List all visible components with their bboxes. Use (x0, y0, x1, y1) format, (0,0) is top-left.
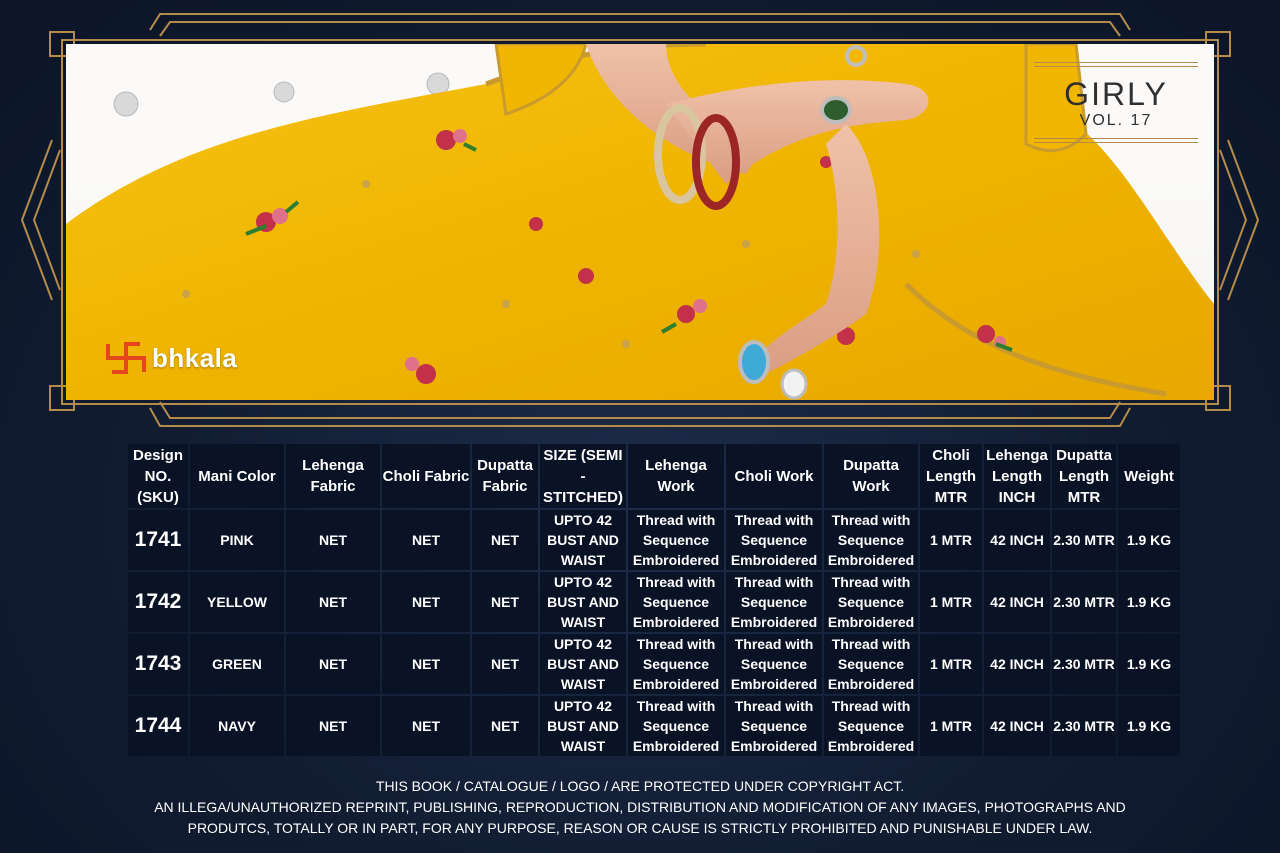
header-dupatta-length: Dupatta Length MTR (1052, 444, 1116, 508)
cell-choli-length: 1 MTR (920, 634, 982, 694)
copyright-line-2: AN ILLEGA/UNAUTHORIZED REPRINT, PUBLISHING, REPRODUCTION, DISTRIBUTION AND MODIFICATION OF ANY IMAGES, PHOTOGRAPHS AND (154, 799, 1126, 815)
brand-logo (104, 340, 237, 376)
header-choli-length: Choli Length MTR (920, 444, 982, 508)
cell-choli-length: 1 MTR (920, 696, 982, 756)
cell-color: PINK (190, 510, 284, 570)
cell-color: GREEN (190, 634, 284, 694)
header-choli-fabric: Choli Fabric (382, 444, 470, 508)
catalog-volume: VOL. 17 (1079, 112, 1153, 129)
copyright-line-3: PRODUTCS, TOTALLY OR IN PART, FOR ANY PURPOSE, REASON OR CAUSE IS STRICTLY PROHIBITED AND PUNISHABLE UNDER LAW. (187, 820, 1093, 836)
cell-dupatta-work: Thread with Sequence Embroidered (824, 572, 918, 632)
cell-lehenga-fabric: NET (286, 572, 380, 632)
cell-choli-fabric: NET (382, 572, 470, 632)
cell-choli-length: 1 MTR (920, 510, 982, 570)
cell-size: UPTO 42 BUST AND WAIST (540, 510, 626, 570)
cell-lehenga-fabric: NET (286, 696, 380, 756)
specification-table (126, 442, 1182, 758)
catalog-title: GIRLY (1064, 76, 1168, 112)
cell-lehenga-work: Thread with Sequence Embroidered (628, 696, 724, 756)
cell-size: UPTO 42 BUST AND WAIST (540, 572, 626, 632)
cell-weight: 1.9 KG (1118, 696, 1180, 756)
copyright-line-1: THIS BOOK / CATALOGUE / LOGO / ARE PROTECTED UNDER COPYRIGHT ACT. (375, 778, 905, 794)
cell-dupatta-length: 2.30 MTR (1052, 634, 1116, 694)
cell-dupatta-work: Thread with Sequence Embroidered (824, 696, 918, 756)
header-lehenga-work: Lehenga Work (628, 444, 724, 508)
catalog-title-badge (1034, 60, 1198, 150)
header-weight: Weight (1118, 444, 1180, 508)
cell-design-no: 1743 (128, 634, 188, 694)
table-row (128, 634, 1180, 694)
cell-choli-work: Thread with Sequence Embroidered (726, 510, 822, 570)
cell-choli-work: Thread with Sequence Embroidered (726, 696, 822, 756)
header-dupatta-fabric: Dupatta Fabric (472, 444, 538, 508)
header-lehenga-fabric: Lehenga Fabric (286, 444, 380, 508)
cell-dupatta-fabric: NET (472, 572, 538, 632)
table-header-row (128, 444, 1180, 508)
header-dupatta-work: Dupatta Work (824, 444, 918, 508)
cell-weight: 1.9 KG (1118, 510, 1180, 570)
header-main-color: Mani Color (190, 444, 284, 508)
cell-design-no: 1744 (128, 696, 188, 756)
cell-lehenga-length: 42 INCH (984, 510, 1050, 570)
cell-color: YELLOW (190, 572, 284, 632)
title-rule-bottom-2 (1034, 142, 1198, 143)
cell-lehenga-work: Thread with Sequence Embroidered (628, 634, 724, 694)
cell-size: UPTO 42 BUST AND WAIST (540, 696, 626, 756)
table-row (128, 510, 1180, 570)
copyright-notice (0, 776, 1280, 839)
cell-dupatta-length: 2.30 MTR (1052, 510, 1116, 570)
header-choli-work: Choli Work (726, 444, 822, 508)
cell-weight: 1.9 KG (1118, 572, 1180, 632)
table-row (128, 572, 1180, 632)
title-rule-top-2 (1034, 66, 1198, 67)
cell-lehenga-fabric: NET (286, 510, 380, 570)
header-lehenga-length: Lehenga Length INCH (984, 444, 1050, 508)
title-rule-top (1034, 62, 1198, 63)
cell-lehenga-length: 42 INCH (984, 696, 1050, 756)
cell-color: NAVY (190, 696, 284, 756)
cell-lehenga-length: 42 INCH (984, 572, 1050, 632)
cell-dupatta-work: Thread with Sequence Embroidered (824, 510, 918, 570)
title-rule-bottom (1034, 138, 1198, 139)
cell-weight: 1.9 KG (1118, 634, 1180, 694)
table-row (128, 696, 1180, 756)
cell-choli-fabric: NET (382, 510, 470, 570)
header-design-no: Design NO. (SKU) (128, 444, 188, 508)
cell-size: UPTO 42 BUST AND WAIST (540, 634, 626, 694)
cell-choli-fabric: NET (382, 634, 470, 694)
brand-name: bhkala (152, 342, 238, 373)
cell-dupatta-fabric: NET (472, 510, 538, 570)
cell-dupatta-fabric: NET (472, 696, 538, 756)
cell-dupatta-fabric: NET (472, 634, 538, 694)
cell-lehenga-length: 42 INCH (984, 634, 1050, 694)
cell-design-no: 1742 (128, 572, 188, 632)
cell-dupatta-work: Thread with Sequence Embroidered (824, 634, 918, 694)
cell-dupatta-length: 2.30 MTR (1052, 572, 1116, 632)
cell-lehenga-work: Thread with Sequence Embroidered (628, 572, 724, 632)
cell-design-no: 1741 (128, 510, 188, 570)
cell-dupatta-length: 2.30 MTR (1052, 696, 1116, 756)
cell-choli-length: 1 MTR (920, 572, 982, 632)
cell-lehenga-fabric: NET (286, 634, 380, 694)
cell-choli-work: Thread with Sequence Embroidered (726, 634, 822, 694)
header-size: SIZE (SEMI - STITCHED) (540, 444, 626, 508)
cell-choli-fabric: NET (382, 696, 470, 756)
cell-choli-work: Thread with Sequence Embroidered (726, 572, 822, 632)
cell-lehenga-work: Thread with Sequence Embroidered (628, 510, 724, 570)
swastika-logo-icon (104, 340, 148, 376)
